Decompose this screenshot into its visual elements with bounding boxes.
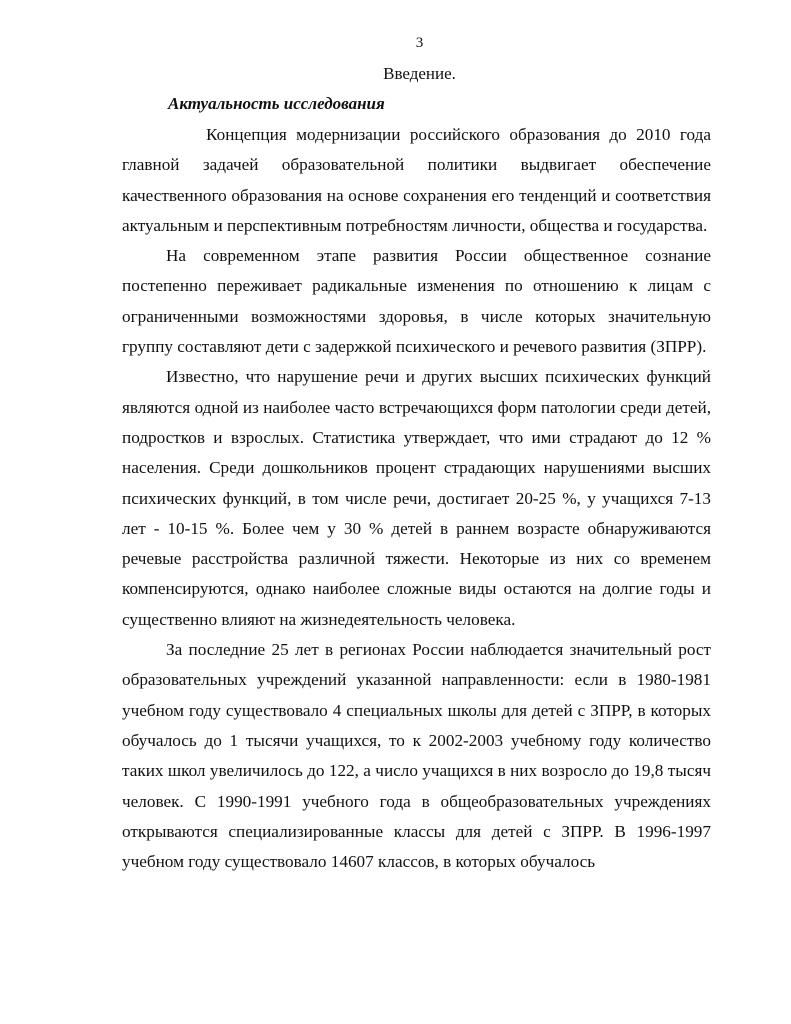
section-heading: Введение. xyxy=(383,64,456,83)
section-subheading: Актуальность исследования xyxy=(168,94,385,113)
paragraph-2: На современном этапе развития России общественное сознание постепенно переживает радикальные изменения по отношению к лицам с ограниченными возможностями здоровья, в числе которых значительную группу составляют дети с задержкой психического и речевого развития (ЗПРР). xyxy=(122,246,711,357)
paragraph-4: За последние 25 лет в регионах России наблюдается значительный рост образовательных учреждений указанной направленности: если в 1980-1981 учебном году существовало 4 специальных школы для детей с ЗПРР, в которых обучалось до 1 тысячи учащихся, то к 2002-2003 учебному году количество таких школ увеличилось до 122, а число учащихся в них возросло до 19,8 тысяч человек. С 1990-1991 учебного года в общеобразовательных учреждениях открываются специализированные классы для детей с ЗПРР. В 1996-1997 учебном году существовало 14607 классов, в которых обучалось xyxy=(122,640,711,872)
page-number: 3 xyxy=(415,35,424,51)
body-text xyxy=(122,120,711,877)
paragraph-1: Концепция модернизации российского образования до 2010 года главной задачей образовательной политики выдвигает обеспечение качественного образования на основе сохранения его тенденций и соответствия актуальным и перспективным потребностям личности, общества и государства. xyxy=(122,125,711,235)
paragraph-3: Известно, что нарушение речи и других высших психических функций являются одной из наиболее часто встречающихся форм патологии среди детей, подростков и взрослых. Статистика утверждает, что ими страдают до 12 % населения. Среди дошкольников процент страдающих нарушениями высших психических функций, в том числе речи, достигает 20-25 %, у учащихся 7-13 лет - 10-15 %. Более чем у 30 % детей в раннем возрасте обнаруживаются речевые расстройства различной тяжести. Некоторые из них со временем компенсируются, однако наиболее сложные виды остаются на долгие годы и существенно влияют на жизнедеятельность человека. xyxy=(122,367,711,629)
